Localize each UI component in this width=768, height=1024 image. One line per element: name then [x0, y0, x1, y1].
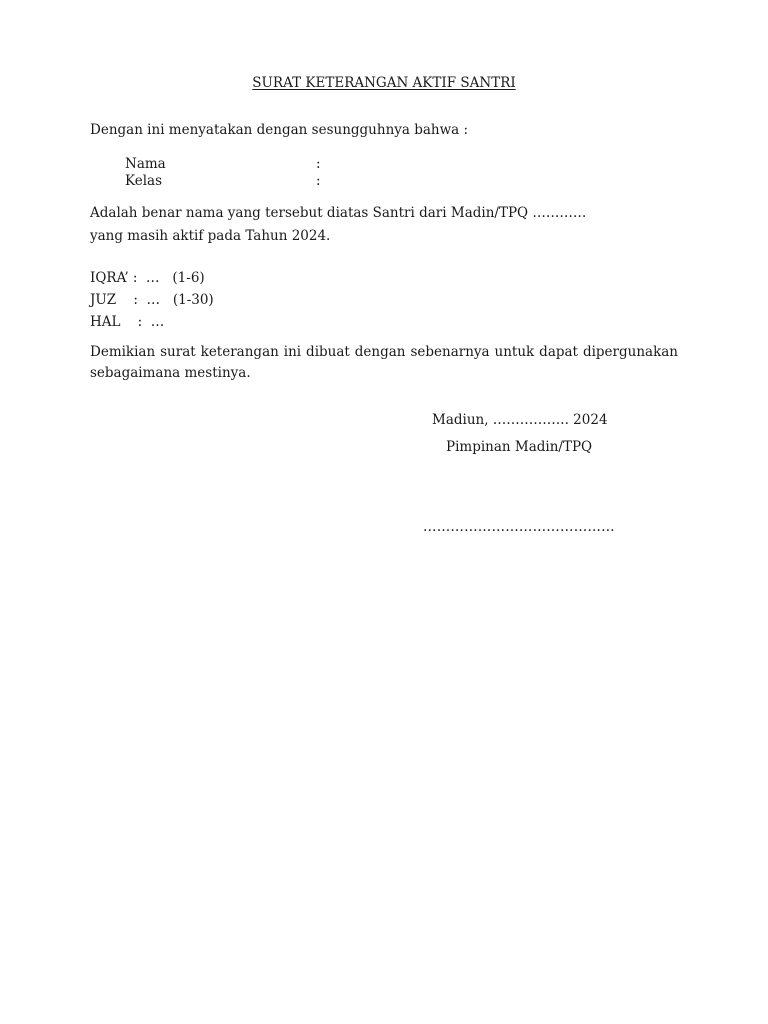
statement-line-1: Adalah benar nama yang tersebut diatas Santri dari Madin/TPQ ………… [90, 205, 587, 221]
field-separator-nama: : [316, 156, 321, 172]
statement-line-2: yang masih aktif pada Tahun 2024. [90, 228, 331, 244]
signature-place-date: Madiun, …………….. 2024 [432, 412, 608, 428]
level-iqra: IQRA’ : … (1-6) [90, 270, 205, 286]
opening-statement: Dengan ini menyatakan dengan sesungguhnya bahwa : [90, 122, 469, 138]
level-juz: JUZ : … (1-30) [90, 292, 214, 308]
document-title: SURAT KETERANGAN AKTIF SANTRI [252, 75, 516, 91]
field-label-kelas: Kelas [125, 173, 163, 189]
signer-title: Pimpinan Madin/TPQ [446, 439, 593, 455]
level-hal: HAL : … [90, 314, 165, 330]
closing-paragraph: Demikian surat keterangan ini dibuat dengan sebenarnya untuk dapat dipergunakan sebagaimana mestinya. [90, 344, 678, 381]
field-label-nama: Nama [125, 156, 166, 172]
signature-name-line: …………………………………… [423, 519, 615, 535]
field-separator-kelas: : [316, 173, 321, 189]
